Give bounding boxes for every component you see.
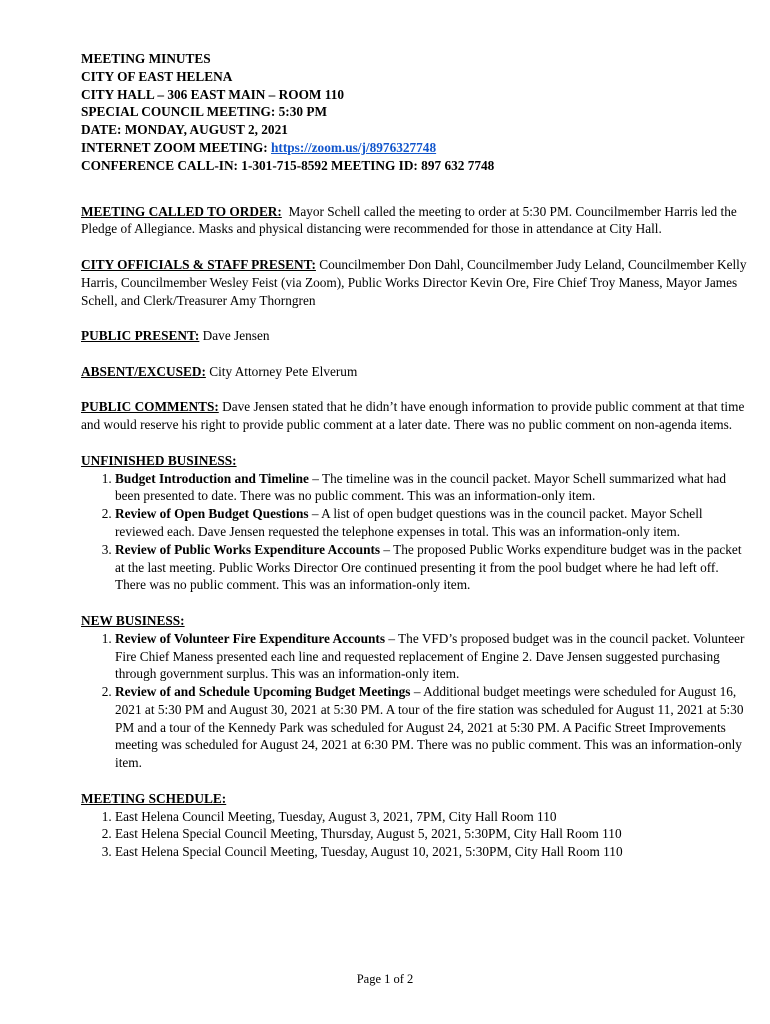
new-business-label: NEW BUSINESS:: [81, 612, 185, 628]
called-to-order-text: Mayor Schell called the meeting to order at 5:30 PM. Councilmember Harris led the Pledge of Allegiance. Masks and physical distancing were recommended for those in attendance at City Hall.: [81, 203, 741, 237]
header-date: DATE: MONDAY, AUGUST 2, 2021: [81, 122, 288, 138]
item-text: – Additional budget meetings were scheduled for August 16, 2021 at 5:30 PM and August 30, 2021 at 5:30 PM. A tour of the fire station was scheduled for August 11, 2021 at 5:30 PM and a tour of the Kennedy Park was scheduled for August 24, 2021 at 5:30 PM. A Pacific Street Improvements meeting was scheduled for August 24, 2021 at 6:30 PM. There was no public comment. This was an information-only item.: [115, 684, 744, 771]
page-number: Page 1 of 2: [356, 972, 414, 986]
public-present-section: [81, 327, 749, 345]
zoom-link[interactable]: https://zoom.us/j/8976327748: [271, 139, 437, 155]
list-item: 3. East Helena Special Council Meeting, Tuesday, August 10, 2021, 5:30PM, City Hall Room 110: [115, 843, 749, 861]
public-present-label: PUBLIC PRESENT:: [81, 328, 200, 344]
officials-text: Councilmember Don Dahl, Councilmember Judy Leland, Councilmember Kelly Harris, Councilmember Wesley Feist (via Zoom), Public Works Director Kevin Ore, Fire Chief Troy Maness, Mayor James Schell, and Clerk/Treasurer Amy Thorngren: [81, 256, 747, 308]
header-title: MEETING MINUTES: [81, 51, 211, 66]
unfinished-business-list: [81, 470, 749, 595]
item-title: Review of Open Budget Questions: [115, 506, 309, 522]
list-item: 2. East Helena Special Council Meeting, Thursday, August 5, 2021, 5:30PM, City Hall Room 110: [115, 825, 749, 843]
item-text: – A list of open budget questions was in the council packet. Mayor Schell reviewed each. Dave Jensen requested the telephone expenses in total. This was an information-only item.: [115, 506, 703, 539]
absent-section: [81, 363, 749, 381]
header-zoom: [81, 139, 749, 157]
meeting-schedule-section: [81, 790, 749, 861]
public-comments-text: Dave Jensen stated that he didn’t have enough information to provide public comment at that time and would reserve his right to provide public comment at a later date. There was no public comment on non-agenda items.: [81, 399, 745, 433]
item-title: Review of Volunteer Fire Expenditure Accounts: [115, 630, 385, 646]
list-item: [115, 630, 749, 683]
document-page: [81, 50, 749, 861]
item-text: – The proposed Public Works expenditure budget was in the packet at the last meeting. Public Works Director Ore continued presenting it from the pool budget where he had left off. There was no public comment. This was an information-only item.: [115, 541, 742, 593]
meeting-header: [81, 50, 749, 175]
public-present-text: Dave Jensen: [199, 328, 270, 344]
called-to-order-section: [81, 203, 749, 239]
header-location: CITY HALL – 306 EAST MAIN – ROOM 110: [81, 86, 345, 102]
new-business-section: [81, 612, 749, 772]
header-city: CITY OF EAST HELENA: [81, 68, 233, 84]
list-item: [115, 505, 749, 541]
meeting-schedule-list: [81, 808, 749, 861]
list-item: [115, 470, 749, 506]
unfinished-business-label: UNFINISHED BUSINESS:: [81, 452, 237, 468]
unfinished-business-section: [81, 452, 749, 594]
item-title: Review of Public Works Expenditure Accounts: [115, 541, 381, 557]
new-business-list: [81, 630, 749, 772]
item-title: Budget Introduction and Timeline: [115, 470, 309, 486]
list-item: [115, 683, 749, 772]
called-to-order-label: MEETING CALLED TO ORDER:: [81, 203, 282, 219]
public-comments-label: PUBLIC COMMENTS:: [81, 399, 219, 415]
officials-section: [81, 256, 749, 309]
item-text: – The timeline was in the council packet. Mayor Schell summarized what had been presented to date. There was no public comment. This was an information-only item.: [115, 470, 726, 504]
item-text: – The VFD’s proposed budget was in the council packet. Volunteer Fire Chief Maness presented each line and requested replacement of Engine 2. Dave Jensen suggested purchasing through government surplus. This was an information-only item.: [115, 630, 745, 682]
meeting-schedule-label: MEETING SCHEDULE:: [81, 790, 227, 806]
item-title: Review of and Schedule Upcoming Budget Meetings: [115, 684, 411, 700]
absent-label: ABSENT/EXCUSED:: [81, 363, 206, 379]
absent-text: City Attorney Pete Elverum: [205, 363, 358, 379]
header-call-in: CONFERENCE CALL-IN: 1-301-715-8592 MEETING ID: 897 632 7748: [81, 157, 495, 173]
zoom-label: INTERNET ZOOM MEETING:: [81, 139, 271, 155]
officials-label: CITY OFFICIALS & STAFF PRESENT:: [81, 256, 316, 272]
list-item: 1. East Helena Council Meeting, Tuesday, August 3, 2021, 7PM, City Hall Room 110: [115, 808, 749, 826]
header-meeting-type: SPECIAL COUNCIL MEETING: 5:30 PM: [81, 104, 328, 120]
list-item: [115, 541, 749, 594]
public-comments-section: [81, 398, 749, 434]
